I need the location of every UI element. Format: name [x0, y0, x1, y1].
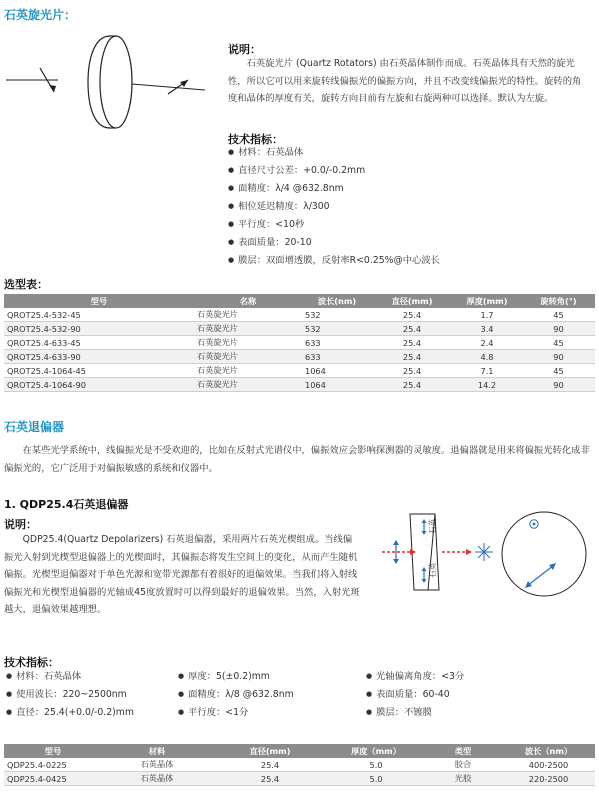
col-header-material: 材料	[102, 744, 212, 758]
cell-thickness: 3.4	[452, 322, 522, 336]
col-header-diameter: 直径(mm)	[372, 294, 452, 308]
cell-thickness: 5.0	[328, 772, 424, 786]
depolarizer-section-title: 石英退偏器	[4, 420, 65, 434]
spec-item: ● 表面质量：60-40	[366, 686, 464, 704]
spec-item: ● 直径尺寸公差：+0.0/-0.2mm	[228, 162, 440, 180]
spec-item: ● 厚度：5(±0.2)mm	[178, 668, 294, 686]
table-row	[4, 364, 595, 378]
cell-thickness: 1.7	[452, 308, 522, 322]
rotator-spec-title: 技术指标：	[228, 133, 283, 146]
cell-model: QROT25.4-633-90	[4, 350, 194, 364]
depolarizer-spec-col3	[366, 668, 464, 722]
cell-rotation: 45	[522, 308, 595, 322]
cell-rotation: 90	[522, 378, 595, 392]
col-header-thickness: 厚度(mm)	[452, 294, 522, 308]
spec-item: ● 面精度：λ/8 @632.8nm	[178, 686, 294, 704]
spec-item: ● 表面质量：20-10	[228, 234, 440, 252]
cell-wavelength: 633	[302, 336, 372, 350]
cell-diameter: 25.4	[212, 758, 328, 772]
random-polarization-symbol	[475, 543, 493, 561]
spec-item: ● 膜层：双面增透膜，反射率R<0.25%@中心波长	[228, 252, 440, 270]
cell-material: 石英晶体	[102, 758, 212, 772]
spec-item: ● 材料：石英晶体	[228, 144, 440, 162]
cell-model: QROT25.4-1064-90	[4, 378, 194, 392]
col-header-diameter: 直径(mm)	[212, 744, 328, 758]
rotator-description: 石英旋光片 (Quartz Rotators) 由石英晶体制作而成。石英晶体具有天然的旋光性，所以它可以用来旋转线偏振光的偏振方向，并且不改变线偏振光的特性。旋转的角度和晶体的厚度有关，旋转方向目前有左旋和右旋两种可以选择。默认为左旋。	[228, 58, 582, 104]
depolarizer-spec-col1	[6, 668, 134, 722]
cell-diameter: 25.4	[372, 378, 452, 392]
cell-thickness: 14.2	[452, 378, 522, 392]
spec-item: ● 膜层：不镀膜	[366, 704, 464, 722]
cell-wavelength: 633	[302, 350, 372, 364]
table-row	[4, 772, 595, 786]
exit-beam-line	[132, 84, 205, 90]
cell-diameter: 25.4	[372, 350, 452, 364]
cell-thickness: 2.4	[452, 336, 522, 350]
col-header-type: 类型	[424, 744, 502, 758]
col-header-wavelength: 波长(nm)	[302, 294, 372, 308]
depolarizer-table	[4, 744, 595, 786]
cell-wavelength: 532	[302, 308, 372, 322]
cell-diameter: 25.4	[372, 364, 452, 378]
cell-model: QROT25.4-532-90	[4, 322, 194, 336]
col-header-model: 型号	[4, 744, 102, 758]
exit-polarization-arrowhead	[180, 80, 188, 87]
cell-diameter: 25.4	[372, 322, 452, 336]
cell-rotation: 45	[522, 364, 595, 378]
col-header-rotation: 旋转角(°)	[522, 294, 595, 308]
cell-material: 石英晶体	[102, 772, 212, 786]
table-row	[4, 336, 595, 350]
rotator-selection-table	[4, 294, 595, 392]
depolarizer-desc-title: 说明：	[4, 518, 37, 531]
spec-item: ● 面精度：λ/4 @632.8nm	[228, 180, 440, 198]
table-row	[4, 322, 595, 336]
cell-type: 光胶	[424, 772, 502, 786]
cell-diameter: 25.4	[212, 772, 328, 786]
cell-model: QROT25.4-633-45	[4, 336, 194, 350]
depolarizer-spec-title: 技术指标：	[4, 656, 59, 669]
depolarizer-spec-col2	[178, 668, 294, 722]
cell-wavelength: 400-2500	[502, 758, 595, 772]
col-header-wavelength: 波长（nm）	[502, 744, 595, 758]
cell-wavelength: 220-2500	[502, 772, 595, 786]
spec-item: ● 材料：石英晶体	[6, 668, 134, 686]
cell-wavelength: 1064	[302, 364, 372, 378]
cell-thickness: 7.1	[452, 364, 522, 378]
cell-rotation: 45	[522, 336, 595, 350]
cell-wavelength: 1064	[302, 378, 372, 392]
cell-rotation: 90	[522, 322, 595, 336]
spec-item: ● 光轴偏离角度：<3分	[366, 668, 464, 686]
depolarizer-description: QDP25.4(Quartz Depolarizers) 石英退偏器，采用两片石英光楔组成。当线偏振光入射到光楔型退偏器上的光楔面时，其偏振态将发生空间上的变化，从而产生随机偏振。光楔型退偏器对于单色光源和宽带光源都有着很好的退偏效果。当我们将入射线偏振光和光楔型退偏器的光轴成45度放置时可以得到最好的退偏效果。当然，入射光斑越大，退偏效果越理想。	[4, 534, 360, 615]
product-title: 1. QDP25.4石英退偏器	[4, 498, 129, 511]
depolarizer-diagram	[372, 494, 597, 612]
cell-diameter: 25.4	[372, 336, 452, 350]
cell-thickness: 5.0	[328, 758, 424, 772]
col-header-thickness: 厚度（mm）	[328, 744, 424, 758]
cell-model: QDP25.4-0425	[4, 772, 102, 786]
exit-beam-arrowhead	[466, 549, 472, 555]
wedge-label-top: 石英	[428, 519, 437, 534]
end-view-circle	[502, 512, 586, 596]
col-header-name: 名称	[194, 294, 302, 308]
incident-polarization-arrowhead	[49, 85, 56, 92]
col-header-model: 型号	[4, 294, 194, 308]
table-row	[4, 350, 595, 364]
spec-item: ● 平行度：<10秒	[228, 216, 440, 234]
cell-type: 胶合	[424, 758, 502, 772]
wedge-label-bottom: 石英	[428, 563, 437, 578]
cell-name: 石英旋光片	[194, 378, 302, 392]
cell-wavelength: 532	[302, 322, 372, 336]
selection-table-title: 选型表：	[4, 278, 48, 291]
rotator-section-title: 石英旋光片：	[4, 8, 77, 22]
plate-face	[100, 36, 132, 128]
spec-item: ● 相位延迟精度：λ/300	[228, 198, 440, 216]
rotator-spec-list	[228, 144, 440, 270]
cell-diameter: 25.4	[372, 308, 452, 322]
rotator-illustration	[0, 28, 215, 133]
cell-name: 石英旋光片	[194, 350, 302, 364]
cell-model: QROT25.4-1064-45	[4, 364, 194, 378]
cell-rotation: 90	[522, 350, 595, 364]
cell-name: 石英旋光片	[194, 322, 302, 336]
table-row	[4, 308, 595, 322]
table-row	[4, 378, 595, 392]
cell-model: QDP25.4-0225	[4, 758, 102, 772]
cell-thickness: 4.8	[452, 350, 522, 364]
cell-name: 石英旋光片	[194, 336, 302, 350]
spec-item: ● 使用波长：220~2500nm	[6, 686, 134, 704]
table-row	[4, 758, 595, 772]
cell-name: 石英旋光片	[194, 364, 302, 378]
cell-model: QROT25.4-532-45	[4, 308, 194, 322]
cell-name: 石英旋光片	[194, 308, 302, 322]
rotator-desc-title: 说明：	[228, 43, 261, 56]
spec-item: ● 平行度：<1分	[178, 704, 294, 722]
spec-item: ● 直径：25.4(+0.0/-0.2)mm	[6, 704, 134, 722]
table-header-row	[4, 744, 595, 758]
depolarizer-intro: 在某些光学系统中，线偏振光是不受欢迎的，比如在反射式光谱仪中，偏振效应会影响探测器的灵敏度。退偏器就是用来将偏振光转化成非偏振光的，它广泛用于对偏振敏感的系统和仪器中。	[4, 445, 590, 474]
table-header-row	[4, 294, 595, 308]
